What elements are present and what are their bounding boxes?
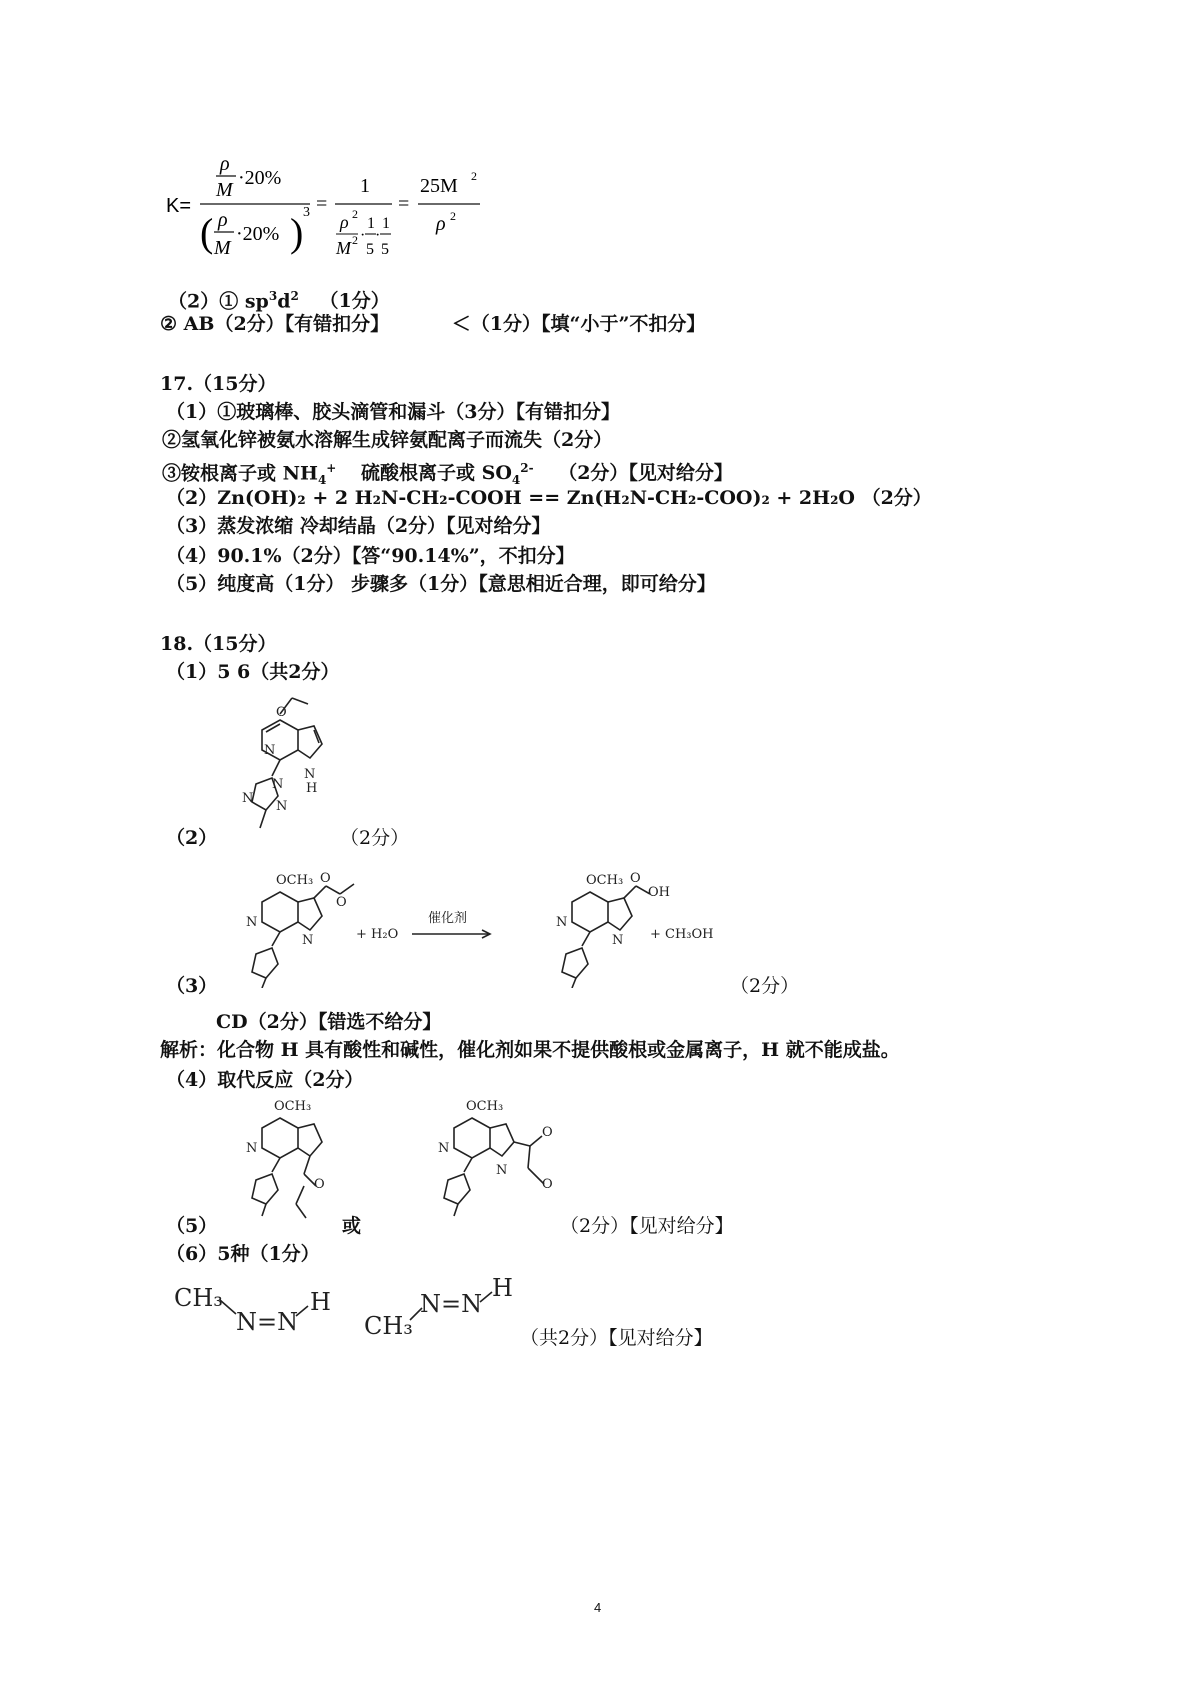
reactant-och3: OCH₃ bbox=[276, 873, 314, 888]
nh-n: N bbox=[304, 767, 316, 782]
q17-line-1: （1）①玻璃棒、胶头滴管和漏斗（3分）【有错扣分】 bbox=[166, 401, 620, 423]
k-formula bbox=[160, 140, 500, 270]
q18-part-5-score bbox=[560, 1214, 734, 1238]
cube: 3 bbox=[303, 205, 310, 220]
q18-title: 18.（15分） bbox=[160, 633, 277, 655]
q17-l3-sub1: 4 bbox=[317, 473, 327, 488]
fifth-den-2: 5 bbox=[381, 241, 389, 258]
molecule-part-2 bbox=[200, 688, 360, 838]
reactant-nh: N bbox=[302, 933, 314, 948]
fifth-num-1: 1 bbox=[367, 215, 375, 232]
p5b-o2: O bbox=[542, 1177, 553, 1192]
q17-line-4: （2）Zn(OH)₂ + 2 H₂N-CH₂-COOH == Zn(H₂N-CH₂-COO)₂ + 2H₂O （2分） bbox=[166, 487, 932, 509]
dot-2: · bbox=[375, 227, 381, 244]
q17-line-7: （5）纯度高（1分） 步骤多（1分）【意思相近合理，即可给分】 bbox=[166, 573, 716, 595]
catalyst-label: 催化剂 bbox=[428, 911, 468, 926]
q17-line-5: （3）蒸发浓缩 冷却结晶（2分）【见对给分】 bbox=[166, 515, 551, 537]
q17-l3-sup1: + bbox=[326, 461, 337, 475]
q16-l2-sup1: 3 bbox=[268, 289, 278, 303]
q16-line-3 bbox=[160, 312, 705, 336]
d2-ch3: CH₃ bbox=[364, 1312, 413, 1340]
q17-l3-sub2: 4 bbox=[511, 473, 521, 488]
page-number: 4 bbox=[594, 1600, 602, 1615]
result-num-sq: 2 bbox=[471, 169, 477, 183]
diazene-1 bbox=[170, 1280, 370, 1340]
dot-1: · bbox=[360, 227, 366, 244]
eq-1: = bbox=[316, 193, 328, 215]
q18-part-1: （1）5 6（共2分） bbox=[166, 661, 340, 683]
diazene-2 bbox=[360, 1270, 540, 1340]
q16-l2-sup2: 2 bbox=[290, 289, 299, 303]
product-oh: OH bbox=[648, 885, 670, 900]
fifth-num-2: 1 bbox=[382, 215, 390, 232]
q18-part-5-label: （5） bbox=[166, 1215, 218, 1237]
pct-1: ·20% bbox=[238, 167, 282, 189]
reactant-n: N bbox=[246, 915, 258, 930]
q17-l3-sup2: 2- bbox=[520, 461, 534, 475]
pct-2: ·20% bbox=[236, 223, 280, 245]
p5b-n: N bbox=[438, 1141, 450, 1156]
product-o: O bbox=[630, 871, 641, 886]
q18-analysis: 解析：化合物 H 具有酸性和碱性，催化剂如果不提供酸根或金属离子，H 就不能成盐。 bbox=[160, 1039, 900, 1061]
m-2: M bbox=[214, 237, 231, 259]
m2-sq: 2 bbox=[352, 233, 358, 247]
tri-n1: N bbox=[272, 777, 284, 792]
q16-l2-mid: d bbox=[277, 290, 291, 313]
rho2-sq: 2 bbox=[352, 207, 358, 221]
product-nh: N bbox=[612, 933, 624, 948]
p5a-och3: OCH₃ bbox=[274, 1099, 312, 1114]
d1-ch3: CH₃ bbox=[174, 1284, 223, 1312]
product-n: N bbox=[556, 915, 568, 930]
rho-1: ρ bbox=[220, 153, 230, 175]
q18-part-2-score: （2分） bbox=[340, 827, 410, 849]
q18-part-5-or: 或 bbox=[342, 1215, 362, 1237]
p5b-nh: N bbox=[496, 1163, 508, 1178]
q18-part-6-score: （共2分）【见对给分】 bbox=[520, 1327, 713, 1349]
molecule-part-5-a bbox=[200, 1096, 350, 1226]
q17-line-6: （4）90.1%（2分）【答“90.14%”，不扣分】 bbox=[166, 545, 575, 567]
rho2: ρ bbox=[340, 212, 349, 232]
fifth-den-1: 5 bbox=[366, 241, 374, 258]
o-atom: O bbox=[276, 705, 287, 720]
q18-part-5-score-text: （2分）【见对给分】 bbox=[560, 1215, 734, 1237]
q17-l3-c: （2分）【见对给分】 bbox=[558, 462, 733, 485]
q18-part-6: （6）5种（1分） bbox=[166, 1243, 320, 1265]
q16-l2-b: （1分） bbox=[319, 290, 390, 313]
paren-open: ( bbox=[200, 210, 214, 255]
tri-n3: N bbox=[276, 799, 288, 814]
p5b-o1: O bbox=[542, 1125, 553, 1140]
reaction-part-3 bbox=[200, 868, 760, 988]
q16-l2-a: （2）① sp bbox=[168, 290, 269, 313]
one: 1 bbox=[360, 175, 370, 197]
n-ring: N bbox=[264, 743, 276, 758]
molecule-part-5-b bbox=[382, 1096, 582, 1226]
k-prefix: K= bbox=[166, 195, 192, 217]
m2: M bbox=[336, 238, 351, 258]
product-och3: OCH₃ bbox=[586, 873, 624, 888]
k-formula-svg bbox=[160, 140, 500, 270]
d2-h: H bbox=[492, 1274, 513, 1302]
q18-part-3-label: （3） bbox=[166, 975, 218, 997]
q17-line-2: ②氢氧化锌被氨水溶解生成锌氨配离子而流失（2分） bbox=[162, 429, 613, 451]
result-num: 25M bbox=[420, 175, 458, 197]
q16-line-2 bbox=[168, 284, 390, 313]
h2o-label: + H₂O bbox=[356, 927, 399, 942]
p5a-n: N bbox=[246, 1141, 258, 1156]
q16-l3-a: ② AB（2分）【有错扣分】 bbox=[160, 313, 390, 335]
tri-n2: N bbox=[242, 791, 254, 806]
q18-part-3-score: （2分） bbox=[730, 975, 800, 997]
q17-l3-b: 硫酸根离子或 SO bbox=[360, 462, 512, 485]
result-den-sq: 2 bbox=[450, 209, 456, 223]
d2-nn: N=N bbox=[420, 1290, 483, 1318]
m-1: M bbox=[216, 179, 233, 201]
q17-title: 17.（15分） bbox=[160, 373, 277, 395]
q18-part-4: （4）取代反应（2分） bbox=[166, 1069, 364, 1091]
q18-part-3-answer: CD（2分）【错选不给分】 bbox=[216, 1011, 442, 1033]
ch3oh-label: + CH₃OH bbox=[650, 927, 714, 942]
d1-h: H bbox=[310, 1288, 331, 1316]
q17-l3-a: ③铵根离子或 NH bbox=[162, 462, 318, 485]
q18-part-2-label: （2） bbox=[166, 827, 218, 849]
rho-2: ρ bbox=[218, 209, 228, 231]
p5b-och3: OCH₃ bbox=[466, 1099, 504, 1114]
result-den: ρ bbox=[436, 213, 446, 235]
q16-l3-b: ＜（1分）【填“小于”不扣分】 bbox=[451, 313, 706, 335]
reactant-o2: O bbox=[336, 895, 347, 910]
paren-close: ) bbox=[290, 210, 304, 255]
reactant-o1: O bbox=[320, 871, 331, 886]
eq-2: = bbox=[398, 193, 410, 215]
d1-nn: N=N bbox=[236, 1308, 299, 1336]
nh-h: H bbox=[306, 781, 318, 796]
p5a-o1: O bbox=[314, 1177, 325, 1192]
